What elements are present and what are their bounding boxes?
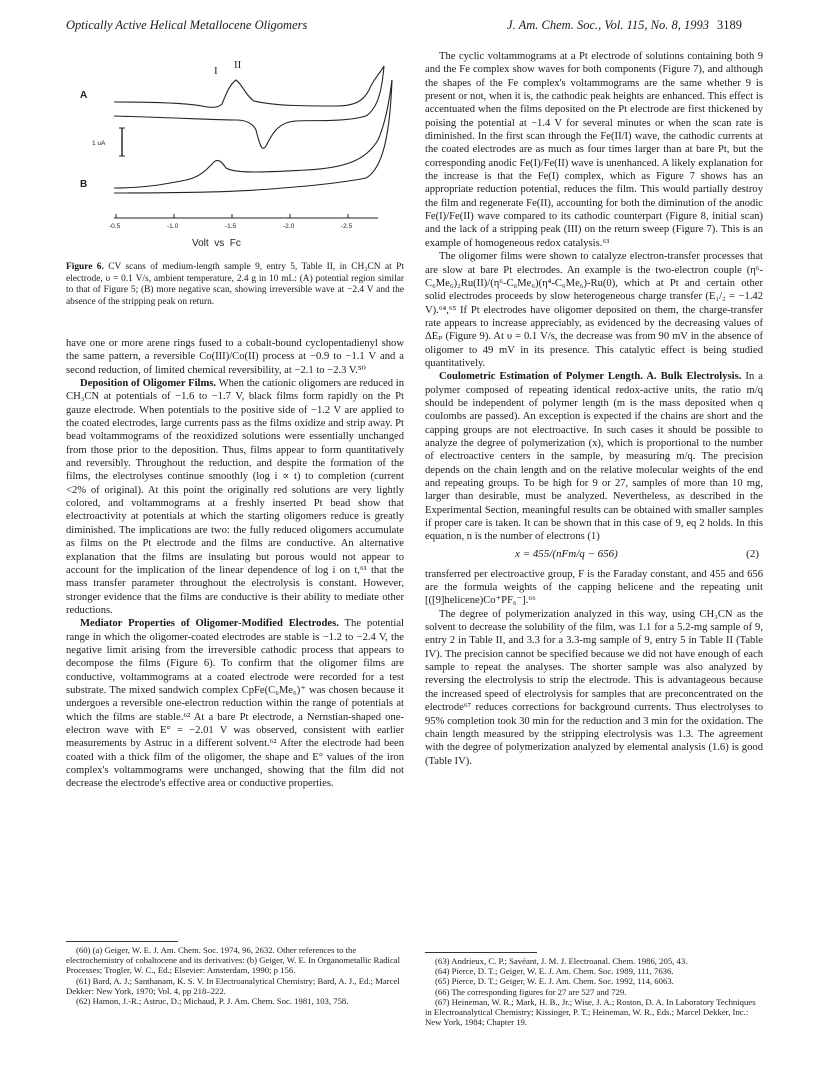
paragraph: The degree of polymerization analyzed in this way, using CH₃CN as the solvent to decrease the solubility of the film, was 1.1 for a 5.2-mg sample of 9, entry 2 in Table II, and 3.3 for a 3.3-mg sample of 9, entry 5 in Table II (Table IV). The precision cannot be specified because we did not have enough of each sample to repeat the analyses. The shorter sample was also analyzed by reversing the electrolysis to strip the electrode. This is advantageous because the increased speed of electrolysis for samples that are preconcentrated on the electrode⁶⁷ reduces corrections for background currents. Thus electrolyses to 95% completion took 30 min for the reduction and 3 min for the oxidation. The chain length measured by the stripping electrolysis was 1.3. The agreement with the degree of polymerization analyzed by elemental analysis (1.6) is good (Table IV). bbox=[425, 608, 763, 767]
section-heading: Mediator Properties of Oligomer-Modified Electrodes. bbox=[80, 618, 339, 630]
running-head-title: Optically Active Helical Metallocene Oligomers bbox=[66, 18, 308, 32]
footnote-62: (62) Hamon, J.-R.; Astruc, D.; Michaud, P. J. Am. Chem. Soc. 1981, 103, 758. bbox=[76, 996, 349, 1007]
footnote-67: (67) Heineman, W. R.; Mark, H. B., Jr.; Wise, J. A.; Roston, D. A. In Laboratory Techniques in Electroanalytical Chemistry; Kissinger, P. T.; Heineman, W. R., Eds.; Marcel Dekker, Inc.: New York, 1984; Chapter 19. bbox=[425, 996, 756, 1028]
paragraph-text: In a polymer composed of repeating identical redox-active units, the ratio m/q should be independent of polymer length (m is the mass deposited when q coulombs are passed). An exception is expected if the chains are short and the capping groups are not electroactive. In such cases it should be possible to analyze the degree of polymerization (x), which is proportional to the number of electroactive centers in the sample, by measuring m/q. The precision depends on the chain length and on the relative molecular weights of the end and repeating groups. To be high for 9 or 27, samples of more than 10 mg, larger than desirable, must be analyzed. Nevertheless, as described in the Experimental Section, meaningful results can be obtained with smaller samples if proper care is taken. It can be shown that in this case of 9, eq 2 holds. In this equation, n is the number of electrons (1) bbox=[425, 371, 763, 543]
figure-caption bbox=[66, 262, 404, 308]
x-tick-label: -2.5 bbox=[341, 223, 353, 230]
page-number: 3189 bbox=[717, 18, 742, 32]
paragraph: transferred per electroactive group, F is the Faraday constant, and 455 and 656 are the formula weights of the capping helicene and the repeating unit [([9]helicene)Co⁺PF₆⁻].⁶⁶ bbox=[425, 568, 763, 607]
footnote-rule bbox=[425, 952, 537, 953]
x-tick-label: -1.5 bbox=[225, 223, 237, 230]
trace-b-return bbox=[114, 80, 392, 193]
equation-text: x = 455/(nFm/q − 656) bbox=[515, 547, 618, 560]
x-axis-label: Volt vs Fc bbox=[192, 238, 241, 249]
footnote-61: (61) Bard, A. J.; Santhanam, K. S. V. In Electroanalytical Chemistry; Bard, A. J., Ed.; Marcel Dekker: New York, 1970; Vol. 4, pp 218–222. bbox=[66, 975, 400, 996]
x-tick-label: -2.0 bbox=[283, 223, 295, 230]
peak-label-i: I bbox=[214, 65, 218, 77]
paragraph bbox=[425, 370, 763, 543]
figure-6 bbox=[66, 50, 404, 250]
paragraph-text: The potential range in which the oligomer-coated electrodes are stable is −1.2 to −2.4 V, the negative limit arising from the irreversible cathodic process that appears to decompose the films (Figure 6). To confirm that the oligomer films are conductive, voltammograms at a coated electrode were recorded for a test substrate. The mixed sandwich complex CpFe(C₆Me₆)⁺ was chosen because it undergoes a reversible one-electron reduction within the range of potentials at which the films are stable.⁶² At a bare Pt electrode, a Nernstian-shaped one-electron wave with E° = −2.01 V was observed, consistent with earlier measurements by Astruc in a different solvent.⁶² After the electrode had been coated with a thick film of the oligomer, the shape and E° values of the iron complex's voltammograms were unchanged, showing that the film did not decrease the electrode's effective area or conductive properties. bbox=[66, 618, 404, 790]
footnote-64: (64) Pierce, D. T.; Geiger, W. E. J. Am. Chem. Soc. 1989, 111, 7636. bbox=[435, 966, 674, 977]
section-heading: Coulometric Estimation of Polymer Length. A. Bulk Electrolysis. bbox=[439, 371, 742, 383]
trace-a-forward bbox=[114, 66, 384, 107]
left-column bbox=[66, 337, 404, 791]
footnote-66: (66) The corresponding figures for 27 are 527 and 729. bbox=[435, 986, 627, 997]
right-column bbox=[425, 50, 763, 768]
paragraph: The oligomer films were shown to catalyze electron-transfer processes that are slow at bare Pt electrodes. An example is the two-electron couple (η⁶-C₆Me₆)₂Ru(II)/(η⁶-C₆Me₆)(η⁴-C₆Me₆)-Ru(0), which at Pt and certain other solid electrodes proceeds by slow heterogeneous charge transfer (E₁/₂ = −1.42 V).⁶⁴,⁶⁵ If Pt electrodes have oligomer deposited on them, the charge-transfer rate appears to increase appreciably, as evidenced by the decreasing values of ΔEₚ (Figure 9). At υ = 0.1 V/s, the decrease was from 90 mV in the absence of oligomer to 49 mV in its presence. This catalytic effect is being studied quantitatively. bbox=[425, 251, 763, 369]
paragraph: The cyclic voltammograms at a Pt electrode of solutions containing both 9 and the Fe complex show waves for both components (Figure 7), and although the shapes of the Fe complex's voltammograms are the same whether 9 is present or not, when it is, the cathodic peak heights are enhanced. This effect is accentuated when the films deposited on the Pt electrode are first thickened by poising the potential at −1.4 V for several minutes or when the scan rate is diminished. In the first scan through the Fe(II/I) wave, the cathodic currents at the coated electrodes are as much as four times larger than at bare Pt, but the corresponding anodic Fe(I)/Fe(II) wave is unenhanced. A likely explanation for the increase is that the Fe(I) complex, which as Figure 7 shows has an appropriate reduction potential, reduces the film. This would partially destroy the film and regenerate Fe(II), accounting for both the diminution of the anodic Fe(I)/Fe(II) wave compared to its cathodic counterpart (Figure 8, initial scan) and the lack of a stripping peak (III) on the return sweep (Figure 7). This is an example of homogeneous redox catalysis.⁶³ bbox=[425, 51, 763, 249]
x-tick-label: -0.5 bbox=[109, 223, 121, 230]
running-head-journal bbox=[507, 18, 742, 33]
caption-text: CV scans of medium-length sample 9, entry 5, Table II, in CH₃CN at Pt electrode, υ = 0.1 V/s, ambient temperature, 2.4 g in 10 mL: (A) potential region similar to that of Figure 5; (B) more negative scan, showing irreversible wave at −2.4 V and the absence of the stripping peak on return. bbox=[66, 262, 404, 307]
right-footnotes bbox=[425, 948, 763, 1027]
footnote-63: (63) Andrieux, C. P.; Savéant, J. M. J. Electroanal. Chem. 1986, 205, 43. bbox=[435, 956, 688, 966]
caption-label: Figure 6. bbox=[66, 262, 104, 272]
journal-citation: J. Am. Chem. Soc., Vol. 115, No. 8, 1993 bbox=[507, 18, 709, 32]
footnote-60: (60) (a) Geiger, W. E. J. Am. Chem. Soc. 1974, 96, 2632. Other references to the electrochemistry of cobaltocene and its derivatives: (b) Geiger, W. E. In Organometallic Radical Processes; Trogler, W. C., Ed.; Elsevier: Amsterdam, 1990; p 156. bbox=[66, 945, 401, 976]
section-heading: Deposition of Oligomer Films. bbox=[80, 378, 217, 390]
cv-plot bbox=[66, 50, 404, 250]
scale-label: 1 uA bbox=[92, 140, 106, 147]
footnote-rule bbox=[66, 941, 178, 942]
equation-2 bbox=[425, 548, 763, 568]
x-ticks bbox=[116, 214, 348, 218]
trace-b-forward bbox=[114, 80, 392, 188]
peak-label-ii: II bbox=[234, 59, 242, 71]
paragraph bbox=[66, 617, 404, 790]
x-tick-label: -1.0 bbox=[167, 223, 179, 230]
footnote-65: (65) Pierce, D. T.; Geiger, W. E. J. Am. Chem. Soc. 1992, 114, 6063. bbox=[435, 976, 674, 987]
paragraph-text: When the cationic oligomers are reduced in CH₃CN at potentials of −1.6 to −1.7 V, black films form rapidly on the Pt gauze electrode. When potentials to the positive side of −1.2 V are applied to the coated electrodes, large currents pass as the films oxidize and strip away. Pt bead voltammograms of the reoxidized solutions were essentially unchanged from those prior to the deposition. Thus, films appear to form quantitatively and reversibly. Throughout the reduction, and despite the formation of the films, the electrolyses continue smoothly (log i ∝ t) to completion (current <2% of original). At this point the originally red solutions are very lightly colored, and voltammograms at a freshly inserted Pt bead show that electroactivity at potentials at which the starting oligomers reduce is greatly diminished. The implications are two: the fully reduced oligomers accumulate as films on the Pt electrode and the films are conductive. An alternative explanation that the films are insulating but porous would not appear to account for the implication of the linear dependence of log i on t,⁶¹ that the mass transfer parameter throughout the electrolysis is constant. However, stronger evidence that the films are conductive is their ability to mediate other reductions. bbox=[66, 378, 405, 616]
left-footnotes bbox=[66, 937, 404, 1006]
trace-label-a: A bbox=[80, 90, 88, 101]
trace-label-b: B bbox=[80, 179, 88, 190]
trace-a-return bbox=[114, 66, 384, 148]
paragraph: have one or more arene rings fused to a cobalt-bound cyclopentadienyl show the same pattern, a reversible Co(III)/Co(II) process at −0.9 to −1.1 V and a second reduction, of limited chemical reversibility, at −2.1 to −2.3 V.⁵⁰ bbox=[66, 338, 404, 376]
equation-number: (2) bbox=[746, 547, 759, 560]
paragraph bbox=[66, 377, 404, 617]
